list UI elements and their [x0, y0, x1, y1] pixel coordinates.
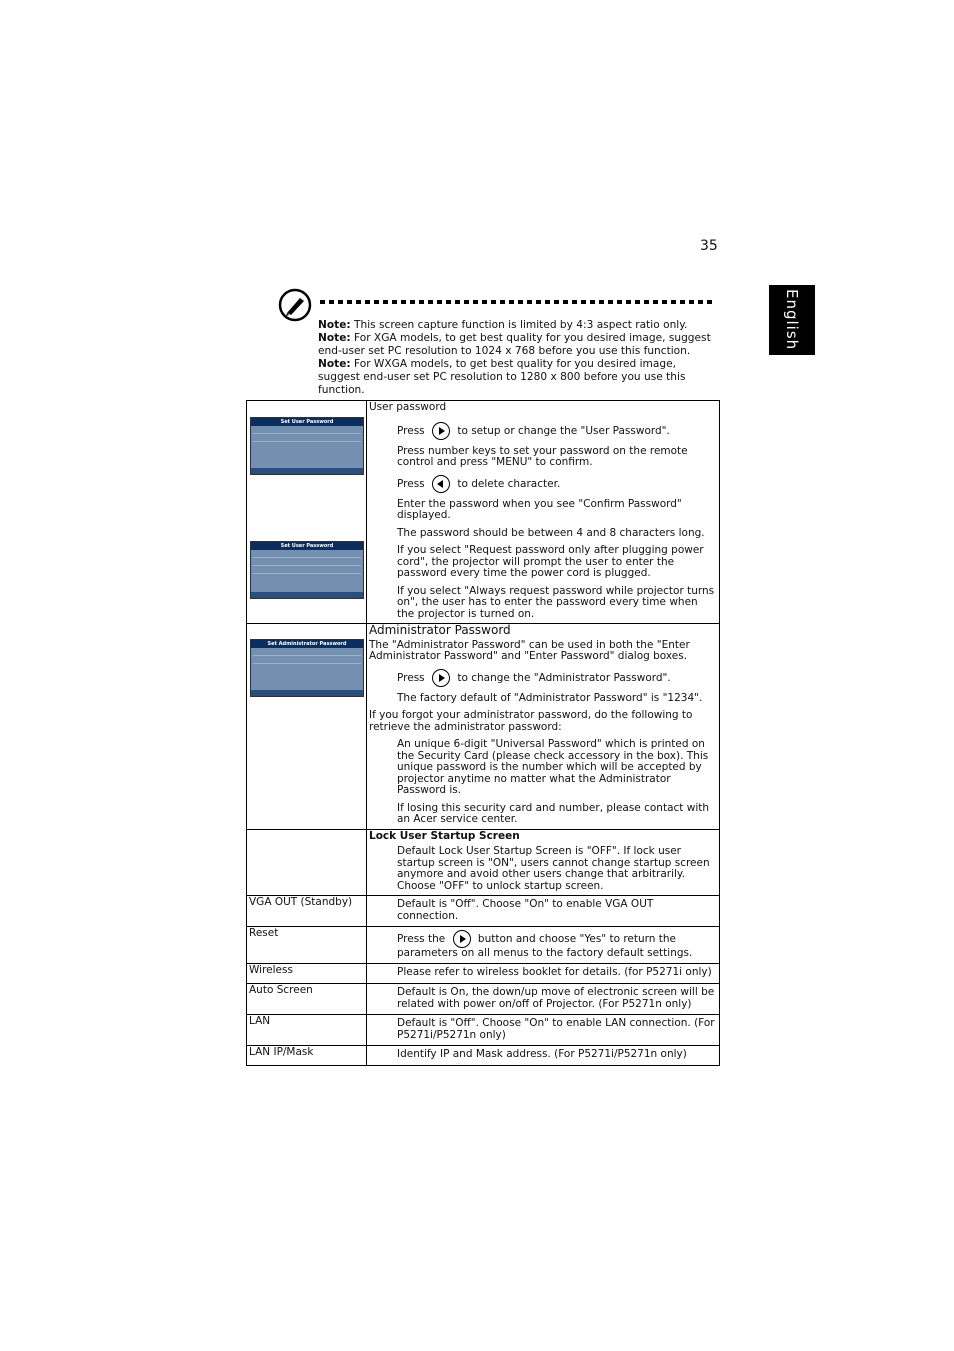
language-tab	[769, 285, 815, 355]
table-row: Set User Password Set User Password User password Press to setup or change the "User Password". Press number keys to set your password on the remote control and press "MENU" to confirm. Press to delete character. Enter the password when you see "Confirm Password" displayed. The password should be between 4 and 8 characters long. If you select "Request password only after plugging power cord", the projector will prompt the user to enter the password every time the power cord is plugged. If you select "Always request password while projector turns on", the user has to enter the password every time when the projector is turned on.	[247, 401, 720, 624]
note-1: Note: This screen capture function is limited by 4:3 aspect ratio only.	[318, 319, 688, 331]
table-row: Wireless Please refer to wireless booklet for details. (for P5271i only)	[247, 964, 720, 984]
notes-block	[318, 319, 718, 397]
table-row: VGA OUT (Standby) Default is "Off". Choose "On" to enable VGA OUT connection.	[247, 896, 720, 927]
right-arrow-button-icon	[453, 930, 471, 948]
note-2: Note: For XGA models, to get best quality for you desired image, suggest end-user set PC resolution to 1024 x 768 before you use this function.	[318, 332, 711, 357]
right-arrow-button-icon	[432, 422, 450, 440]
note-pen-icon	[278, 288, 312, 322]
set-admin-password-screenshot: Set Administrator Password	[250, 639, 364, 697]
lock-user-heading: Lock User Startup Screen	[369, 829, 520, 842]
set-user-password-screenshot: Set User Password	[250, 417, 364, 475]
left-arrow-button-icon	[432, 475, 450, 493]
settings-table	[246, 400, 720, 1066]
table-row: Lock User Startup Screen Default Lock User Startup Screen is "OFF". If lock user startup screen is "ON", users cannot change startup screen anymore and avoid other users change that arbitrarily. Choose "OFF" to unlock startup screen.	[247, 829, 720, 896]
table-row: Set Administrator Password Administrator Password The "Administrator Password" can be used in both the "Enter Administrator Password" and "Enter Password" dialog boxes. Press to change the "Administrator Password". The factory default of "Administrator Password" is "1234". If you forgot your administrator password, do the following to retrieve the administrator password: An unique 6-digit "Universal Password" which is printed on the Security Card (please check accessory in the box). This unique password is the number which will be accepted by projector anytime no matter what the Administrator Password is. If losing this security card and number, please contact with an Acer service center.	[247, 624, 720, 830]
note-divider	[320, 300, 716, 304]
table-row: Auto Screen Default is On, the down/up move of electronic screen will be related with power on/off of Projector. (For P5271n only)	[247, 984, 720, 1015]
page-number: 35	[700, 238, 718, 254]
admin-password-heading: Administrator Password	[369, 623, 511, 637]
table-row: LAN Default is "Off". Choose "On" to enable LAN connection. (For P5271i/P5271n only)	[247, 1015, 720, 1046]
user-password-heading: User password	[369, 401, 447, 413]
right-arrow-button-icon	[432, 669, 450, 687]
language-tab-label: English	[783, 289, 801, 351]
table-row: LAN IP/Mask Identify IP and Mask address. (For P5271i/P5271n only)	[247, 1046, 720, 1066]
table-row: Reset Press the button and choose "Yes" to return the parameters on all menus to the factory default settings.	[247, 927, 720, 964]
note-3: Note: For WXGA models, to get best quality for you desired image, suggest end-user set PC resolution to 1280 x 800 before you use this function.	[318, 358, 686, 396]
set-user-password-options-screenshot: Set User Password	[250, 541, 364, 599]
